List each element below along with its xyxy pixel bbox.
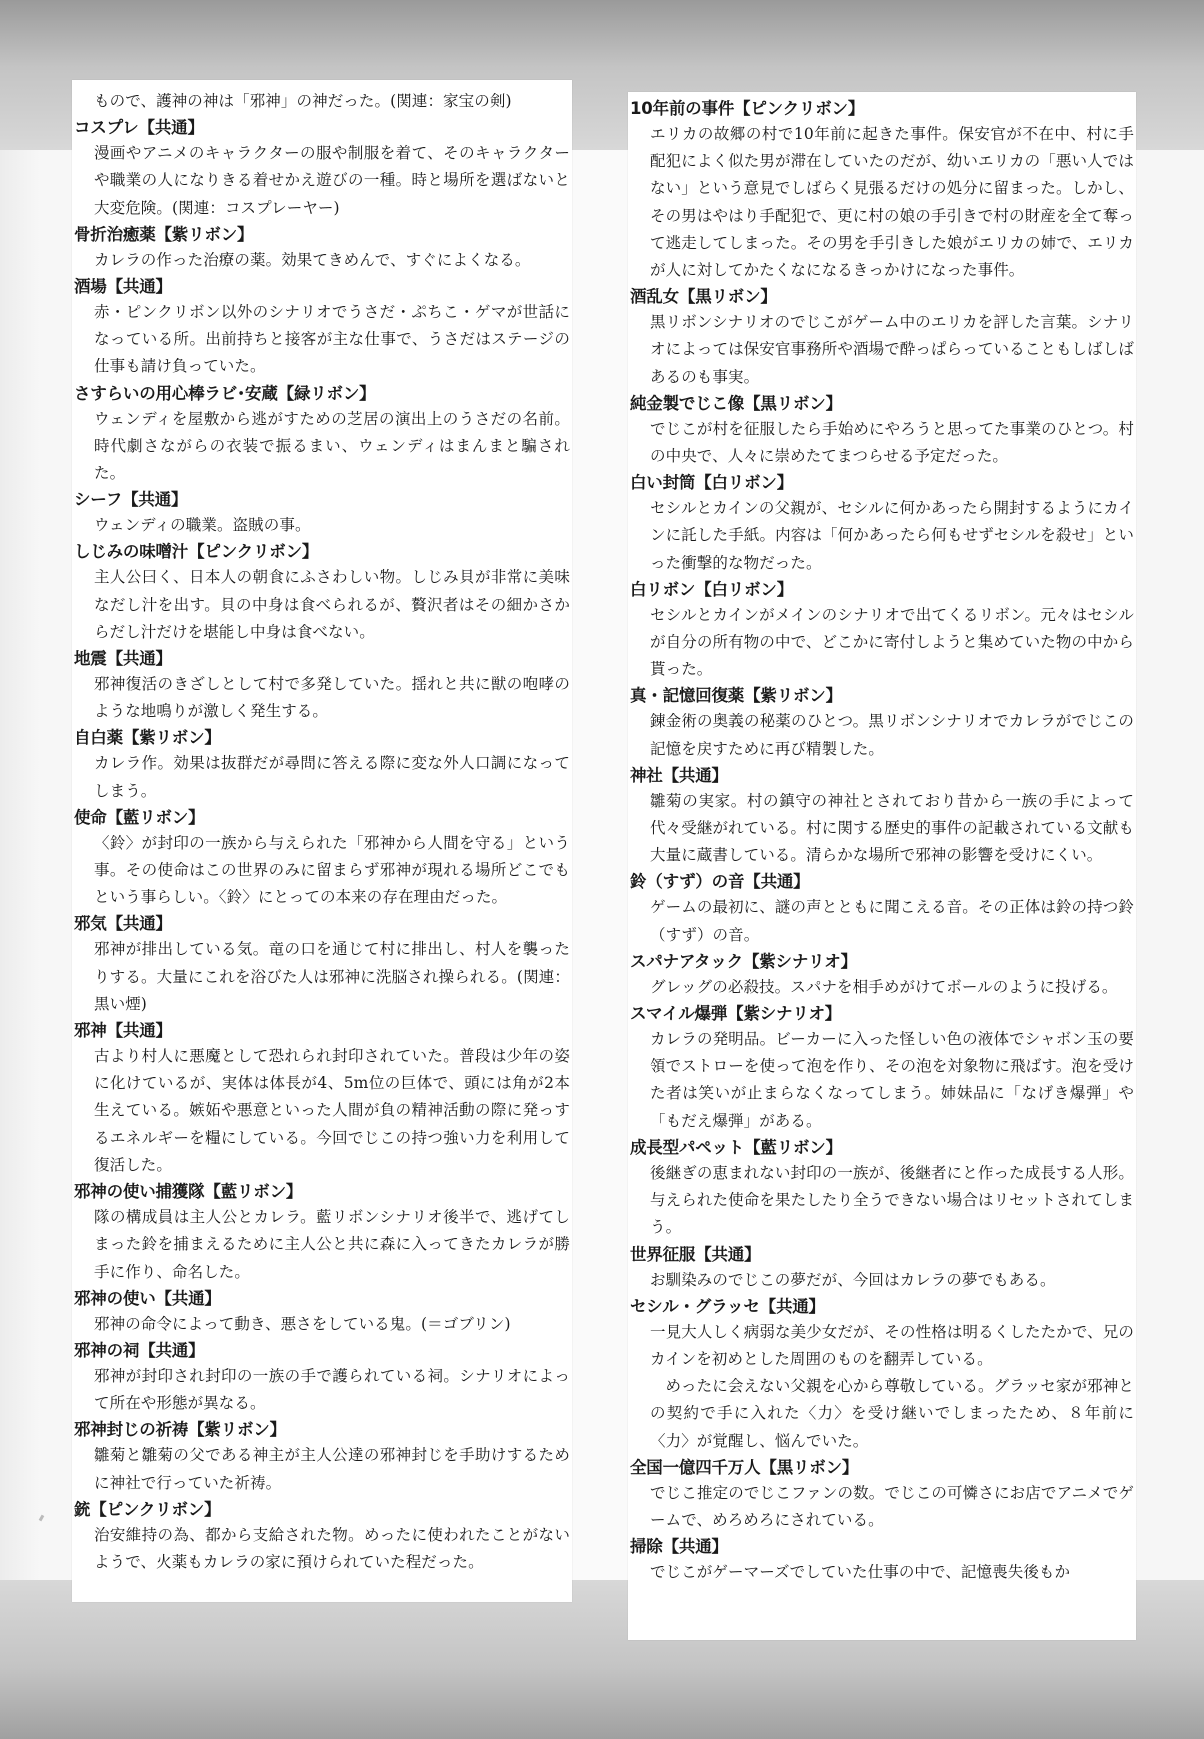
- entry-term: セシル・グラッセ【共通】: [630, 1296, 825, 1316]
- glossary-entry: [628, 1001, 1136, 1135]
- glossary-entry: [628, 949, 1136, 1001]
- glossary-entry: [628, 1534, 1136, 1586]
- left-column: [72, 80, 572, 1602]
- glossary-entry: [72, 274, 572, 381]
- glossary-entry: [72, 725, 572, 804]
- entry-description: お馴染みのでじこの夢だが、今回はカレラの夢でもある。: [650, 1270, 1056, 1289]
- glossary-entry: [72, 1286, 572, 1338]
- entry-description: セシルとカインの父親が、セシルに何かあったら開封するようにカインに託した手紙。内容は「何かあったら何もせずセシルを殺せ」といった衝撃的な物だった。: [650, 499, 1134, 572]
- glossary-entry: [628, 1455, 1136, 1534]
- glossary-entry: [628, 683, 1136, 762]
- entry-description: 雛菊と雛菊の父である神主が主人公達の邪神封じを手助けするために神社で行っていた祈祷。: [94, 1446, 570, 1492]
- entry-term: 白い封筒【白リボン】: [630, 473, 794, 493]
- entry-description: 赤・ピンクリボン以外のシナリオでうさだ・ぷちこ・ゲマが世話になっている所。出前持ちと接客が主な仕事で、うさだはステージの仕事も請け負っていた。: [94, 303, 570, 376]
- entry-term: 真・記憶回復薬【紫リボン】: [630, 686, 842, 706]
- entry-term: 白リボン【白リボン】: [630, 579, 794, 599]
- left-entries: [72, 115, 572, 1576]
- entry-term: 神社【共通】: [630, 765, 728, 785]
- glossary-entry: [72, 381, 572, 488]
- entry-term: 地震【共通】: [74, 649, 172, 669]
- entry-description: 主人公曰く、日本人の朝食にふさわしい物。しじみ貝が非常に美味なだし汁を出す。貝の中身は食べられるが、贅沢者はその細かさからだし汁だけを堪能し中身は食べない。: [94, 568, 570, 641]
- entry-term: 鈴（すず）の音【共通】: [630, 872, 810, 892]
- entry-description: 隊の構成員は主人公とカレラ。藍リボンシナリオ後半で、逃げてしまった鈴を捕まえるために主人公と共に森に入ってきたカレラが勝手に作り、命名した。: [94, 1208, 570, 1281]
- entry-description: ゲームの最初に、謎の声とともに聞こえる音。その正体は鈴の持つ鈴（すず）の音。: [650, 898, 1134, 944]
- entry-term: 銃【ピンクリボン】: [74, 1499, 221, 1519]
- entry-description: 後継ぎの恵まれない封印の一族が、後継者にと作った成長する人形。与えられた使命を果たしたり全うできない場合はリセットされてしまう。: [650, 1163, 1134, 1237]
- entry-term: 自白薬【紫リボン】: [74, 728, 221, 748]
- entry-description: グレッグの必殺技。スパナを相手めがけてボールのように投げる。: [650, 977, 1118, 996]
- entry-term: 邪気【共通】: [74, 914, 172, 934]
- right-column: [628, 92, 1136, 1640]
- entry-description: 雛菊の実家。村の鎮守の神社とされており昔から一族の手によって代々受継がれている。村に関する歴史的事件の記載されている文献も大量に蔵書している。清らかな場所で邪神の影響を受けにくい。: [650, 791, 1134, 865]
- entry-term: 純金製でじこ像【黒リボン】: [630, 393, 842, 413]
- entry-description: でじこが村を征服したら手始めにやろうと思ってた事業のひとつ。村の中央で、人々に崇めたてまつらせる予定だった。: [650, 419, 1134, 466]
- entry-term: コスプレ【共通】: [74, 118, 204, 138]
- glossary-entry: [628, 1294, 1136, 1455]
- entry-description: ウェンディの職業。盗賊の事。: [94, 516, 311, 535]
- glossary-entry: [72, 1417, 572, 1496]
- entry-description: 邪神が封印され封印の一族の手で護られている祠。シナリオによって所在や形態が異なる。: [94, 1366, 570, 1413]
- entry-term: さすらいの用心棒ラビ･安蔵【緑リボン】: [74, 383, 376, 403]
- glossary-entry: [72, 1018, 572, 1179]
- entry-term: 掃除【共通】: [630, 1537, 728, 1557]
- glossary-entry: [72, 1497, 572, 1576]
- entry-term: 邪神封じの祈祷【紫リボン】: [74, 1420, 286, 1440]
- entry-term: 成長型パペット【藍リボン】: [630, 1137, 842, 1157]
- entry-description: 漫画やアニメのキャラクターの服や制服を着て、そのキャラクターや職業の人になりきる着せかえ遊びの一種。時と場所を選ばないと大変危険。(関連：コスプレーヤー): [94, 144, 570, 217]
- glossary-entry: [72, 222, 572, 274]
- entry-description: 古より村人に悪魔として恐れられ封印されていた。普段は少年の姿に化けているが、実体は体長が4、5m位の巨体で、頭には角が2本生えている。嫉妬や悪意といった人間が負の精神活動の際に発っするエネルギーを糧にしている。今回でじこの持つ強い力を利用して復活した。: [94, 1047, 570, 1174]
- glossary-entry: [628, 763, 1136, 870]
- glossary-entry: [72, 1179, 572, 1286]
- entry-description: 黒リボンシナリオのでじこがゲーム中のエリカを評した言葉。シナリオによっては保安官事務所や酒場で酔っぱらっていることもしばしばあるのも事実。: [650, 313, 1134, 386]
- glossary-entry: [72, 1338, 572, 1417]
- entry-term: 邪神の使い【共通】: [74, 1288, 221, 1308]
- entry-description: 邪神が排出している気。竜の口を通じて村に排出し、村人を襲ったりする。大量にこれを浴びた人は邪神に洗脳され操られる。(関連：黒い煙): [94, 940, 570, 1013]
- glossary-entry: [628, 869, 1136, 948]
- glossary-entry: [72, 487, 572, 539]
- entry-description: 一見大人しく病弱な美少女だが、その性格は明るくしたたかで、兄のカインを初めとした周囲のものを翻弄している。: [650, 1322, 1134, 1368]
- entry-description: カレラの作った治療の薬。効果てきめんで、すぐによくなる。: [94, 250, 531, 269]
- right-entries: [628, 96, 1136, 1586]
- entry-term: スパナアタック【紫シナリオ】: [630, 951, 857, 971]
- entry-description: 邪神の命令によって動き、悪さをしている鬼。(＝ゴブリン): [94, 1314, 511, 1333]
- entry-description: 錬金術の奥義の秘薬のひとつ。黒リボンシナリオでカレラがでじこの記憶を戻すために再び精製した。: [650, 712, 1134, 758]
- entry-term: 酒乱女【黒リボン】: [630, 287, 777, 307]
- entry-description-continued: めったに会えない父親を心から尊敬している。グラッセ家が邪神との契約で手に入れた〈力〉を受け継いでしまったため、８年前に〈力〉が覚醒し、悩んでいた。: [650, 1377, 1134, 1450]
- glossary-entry: [628, 577, 1136, 684]
- glossary-entry: [72, 115, 572, 222]
- entry-description: でじこがゲーマーズでしていた仕事の中で、記憶喪失後もか: [650, 1563, 1071, 1582]
- entry-description: エリカの故郷の村で10年前に起きた事件。保安官が不在中、村に手配犯によく似た男が滞在していたのだが、幼いエリカの「悪い人ではない」という意見でしばらく見張るだけの処分に留まった。しかし、その男はやはり手配犯で、更に村の娘の手引きで村の財産を全て奪って逃走してしまった。その男を手引きした娘がエリカの姉で、エリカが人に対してかたくなになるきっかけになった事件。: [650, 125, 1134, 280]
- entry-term: 酒場【共通】: [74, 277, 172, 297]
- entry-term: 邪神【共通】: [74, 1021, 172, 1041]
- entry-term: 邪神の使い捕獲隊【藍リボン】: [74, 1182, 303, 1202]
- glossary-entry: [628, 1242, 1136, 1294]
- entry-description: カレラ作。効果は抜群だが尋問に答える際に変な外人口調になってしまう。: [94, 754, 570, 800]
- entry-term: スマイル爆弾【紫シナリオ】: [630, 1004, 842, 1024]
- entry-term: シーフ【共通】: [74, 490, 188, 510]
- entry-term: 10年前の事件【ピンクリボン】: [630, 99, 865, 118]
- glossary-entry: [628, 1135, 1136, 1242]
- entry-description: セシルとカインがメインのシナリオで出てくるリボン。元々はセシルが自分の所有物の中で、どこかに寄付しようと集めていた物の中から貰った。: [650, 605, 1134, 679]
- entry-term: しじみの味噌汁【ピンクリボン】: [74, 542, 319, 562]
- glossary-entry: [72, 911, 572, 1018]
- entry-term: 全国一億四千万人【黒リボン】: [630, 1457, 859, 1477]
- entry-description: 邪神復活のきざしとして村で多発していた。揺れと共に獣の咆哮のような地鳴りが激しく発生する。: [94, 675, 570, 721]
- glossary-entry: [628, 391, 1136, 470]
- continuation-text: もので、護神の神は「邪神」の神だった。(関連：家宝の剣): [94, 92, 512, 110]
- glossary-entry: [628, 470, 1136, 577]
- glossary-entry: [628, 96, 1136, 284]
- entry-term: 骨折治癒薬【紫リボン】: [74, 224, 254, 244]
- entry-description: でじこ推定のでじこファンの数。でじこの可憐さにお店でアニメでゲームで、めろめろにされている。: [650, 1483, 1134, 1529]
- entry-description: 〈鈴〉が封印の一族から与えられた「邪神から人間を守る」という事。その使命はこの世界のみに留まらず邪神が現れる場所どこでもという事らしい。〈鈴〉にとっての本来の存在理由だった。: [94, 833, 570, 907]
- glossary-entry: [72, 646, 572, 725]
- entry-description: ウェンディを屋敷から逃がすための芝居の演出上のうさだの名前。時代劇さながらの衣装で振るまい、ウェンディはまんまと騙された。: [94, 409, 570, 483]
- entry-term: 世界征服【共通】: [630, 1244, 761, 1264]
- entry-term: 邪神の祠【共通】: [74, 1340, 205, 1360]
- entry-description: 治安維持の為、都から支給された物。めったに使われたことがないようで、火薬もカレラの家に預けられていた程だった。: [94, 1525, 570, 1571]
- glossary-entry: [72, 805, 572, 912]
- entry-description: カレラの発明品。ビーカーに入った怪しい色の液体でシャボン玉の要領でストローを使って泡を作り、その泡を対象物に飛ばす。泡を受けた者は笑いが止まらなくなってしまう。姉妹品に「なげき爆弾」や「もだえ爆弾」がある。: [650, 1030, 1134, 1130]
- entry-term: 使命【藍リボン】: [74, 807, 205, 827]
- glossary-entry: [628, 284, 1136, 391]
- glossary-entry: [72, 539, 572, 646]
